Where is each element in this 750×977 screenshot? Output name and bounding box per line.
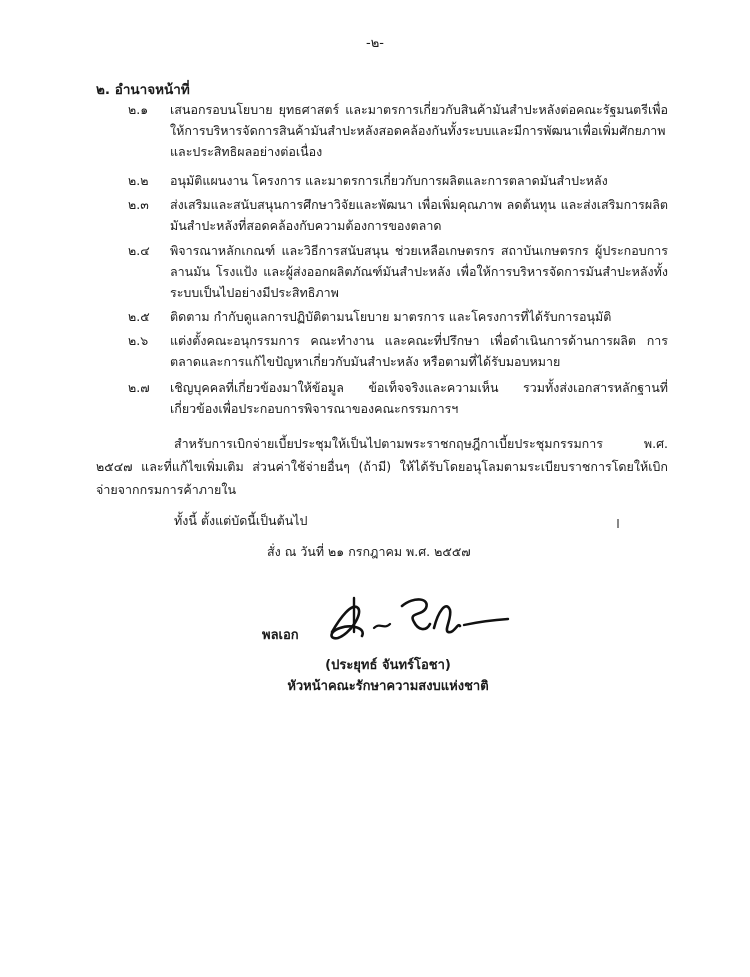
item-number: ๒.๕ [128, 309, 150, 324]
item-number: ๒.๗ [128, 380, 150, 395]
signatory-rank: พลเอก [262, 628, 299, 643]
list-item [128, 377, 668, 419]
list-item [128, 194, 668, 236]
item-text: เชิญบุคคลที่เกี่ยวข้องมาให้ข้อมูล ข้อเท็จจริงและความเห็น รวมทั้งส่งเอกสารหลักฐานที่เกี่ยวข้องเพื่อประกอบการพิจารณาของคณะกรรมการฯ [170, 380, 668, 416]
item-number: ๒.๖ [128, 333, 149, 348]
item-text: เสนอกรอบนโยบาย ยุทธศาสตร์ และมาตรการเกี่ยวกับสินค้ามันสำปะหลังต่อคณะรัฐมนตรีเพื่อให้การบริหารจัดการสินค้ามันสำปะหลังสอดคล้องกันทั้งระบบและมีการพัฒนาเพื่อเพิ่มศักยภาพและประสิทธิผลอย่างต่อเนื่อง [170, 102, 668, 159]
signatory-name: (ประยุทธ์ จันทร์โอชา) [325, 658, 451, 673]
list-item [128, 330, 668, 372]
order-date: สั่ง ณ วันที่ ๒๑ กรกฎาคม พ.ศ. ๒๕๕๗ [267, 544, 471, 559]
handwritten-signature [318, 592, 518, 652]
list-item [128, 240, 668, 303]
item-text: ส่งเสริมและสนับสนุนการศึกษาวิจัยและพัฒนา เพื่อเพิ่มคุณภาพ ลดต้นทุน และส่งเสริมการผลิตมันสำปะหลังที่สอดคล้องกับความต้องการของตลาด [170, 197, 668, 233]
item-text: ติดตาม กำกับดูแลการปฏิบัติตามนโยบาย มาตรการ และโครงการที่ได้รับการอนุมัติ [170, 309, 612, 324]
effective-line: ทั้งนี้ ตั้งแต่บัดนี้เป็นต้นไป [174, 513, 308, 528]
payment-paragraph: สำหรับการเบิกจ่ายเบี้ยประชุมให้เป็นไปตามพระราชกฤษฎีกาเบี้ยประชุมกรรมการ พ.ศ. ๒๕๔๗ และที่แก้ไขเพิ่มเติม ส่วนค่าใช้จ่ายอื่นๆ (ถ้ามี) ให้ได้รับโดยอนุโลมตามระเบียบราชการโดยให้เบิกจ่ายจากกรมการค้าภายใน [96, 436, 668, 497]
item-text: พิจารณาหลักเกณฑ์ และวิธีการสนับสนุน ช่วยเหลือเกษตรกร สถาบันเกษตรกร ผู้ประกอบการลานมัน โรงแป้ง และผู้ส่งออกผลิตภัณฑ์มันสำปะหลัง เพื่อให้การบริหารจัดการมันสำปะหลังทั้งระบบเป็นไปอย่างมีประสิทธิภาพ [170, 243, 668, 300]
item-number: ๒.๒ [128, 173, 149, 188]
list-item [128, 99, 668, 162]
section-heading: ๒. อำนาจหน้าที่ [96, 82, 190, 98]
list-item [128, 306, 668, 327]
item-number: ๒.๓ [128, 197, 149, 212]
page-number: -๒- [366, 36, 384, 51]
item-text: แต่งตั้งคณะอนุกรรมการ คณะทำงาน และคณะที่ปรึกษา เพื่อดำเนินการด้านการผลิต การตลาดและการแก้ไขปัญหาเกี่ยวกับมันสำปะหลัง หรือตามที่ได้รับมอบหมาย [170, 333, 668, 369]
item-text: อนุมัติแผนงาน โครงการ และมาตรการเกี่ยวกับการผลิตและการตลาดมันสำปะหลัง [170, 173, 608, 188]
signatory-position: หัวหน้าคณะรักษาความสงบแห่งชาติ [287, 679, 489, 694]
list-item [128, 170, 668, 191]
item-number: ๒.๑ [128, 102, 149, 117]
item-number: ๒.๔ [128, 243, 150, 258]
scan-mark [617, 519, 619, 528]
